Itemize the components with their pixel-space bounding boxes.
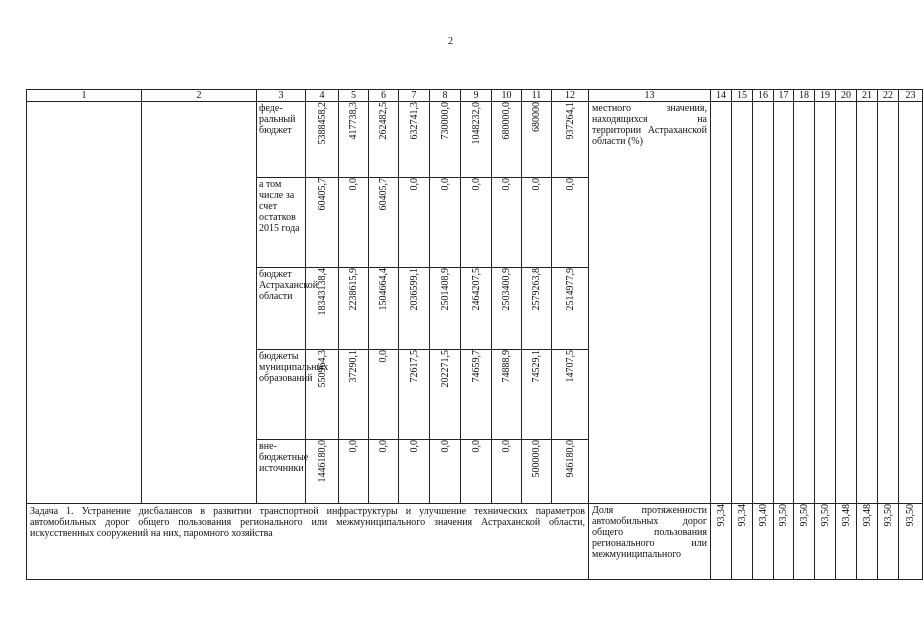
amount-cell — [399, 440, 430, 504]
amount-cell — [492, 268, 522, 350]
amount-value: 0,0 — [348, 440, 359, 453]
target-cell — [899, 102, 923, 504]
header-cell: 18 — [794, 90, 815, 102]
header-cell: 12 — [552, 90, 589, 102]
header-cell: 20 — [836, 90, 857, 102]
amount-cell — [552, 350, 589, 440]
col1-cell — [27, 102, 142, 504]
amount-cell — [522, 440, 552, 504]
target-value-cell — [753, 504, 774, 580]
target-value-cell — [732, 504, 753, 580]
amount-cell — [461, 268, 492, 350]
source-label: а том числе за счет остатков 2015 года — [257, 178, 306, 268]
target-value: 93,34 — [715, 504, 727, 527]
amount-value: 72617,5 — [408, 350, 420, 383]
header-cell: 3 — [257, 90, 306, 102]
header-cell: 5 — [339, 90, 369, 102]
amount-value: 0,0 — [470, 440, 482, 453]
target-value: 93,50 — [778, 504, 789, 527]
amount-value: 550964,3 — [316, 350, 328, 388]
amount-value: 0,0 — [501, 440, 512, 453]
header-cell: 6 — [369, 90, 399, 102]
amount-value: 2514977,9 — [564, 268, 576, 311]
target-value: 93,48 — [840, 504, 852, 527]
amount-cell — [306, 178, 339, 268]
target-value-cell — [711, 504, 732, 580]
header-cell: 21 — [857, 90, 878, 102]
target-cell — [878, 102, 899, 504]
target-value: 93,50 — [798, 504, 810, 527]
amount-cell — [399, 178, 430, 268]
amount-cell — [461, 178, 492, 268]
amount-value: 2501408,9 — [439, 268, 451, 311]
amount-cell — [492, 102, 522, 178]
amount-value: 74529,1 — [531, 350, 542, 383]
target-value: 93,34 — [736, 504, 748, 527]
amount-cell — [339, 440, 369, 504]
amount-cell — [430, 350, 461, 440]
target-cell — [857, 102, 878, 504]
target-cell — [794, 102, 815, 504]
header-cell: 9 — [461, 90, 492, 102]
amount-cell — [369, 440, 399, 504]
amount-cell — [369, 102, 399, 178]
target-value: 93,48 — [861, 504, 873, 527]
amount-cell — [306, 440, 339, 504]
source-label: вне-бюджетные источники — [257, 440, 306, 504]
amount-value: 2238615,9 — [348, 268, 359, 311]
target-value: 93,40 — [757, 504, 769, 527]
task-text: Задача 1. Устранение дисбалансов в развитии транспортной инфраструктуры и улучшение технических параметров автомобильных дорог общего пользования регионального или межмуниципального значения Астраханской области, искусственных сооружений на них, паромного хозяйства — [27, 504, 589, 580]
header-cell: 23 — [899, 90, 923, 102]
amount-value: 0,0 — [439, 440, 451, 453]
header-cell: 22 — [878, 90, 899, 102]
amount-cell — [552, 440, 589, 504]
amount-value: 2579263,8 — [531, 268, 542, 311]
amount-cell — [339, 102, 369, 178]
amount-value: 500000,0 — [531, 440, 542, 478]
target-cell — [732, 102, 753, 504]
amount-cell — [306, 102, 339, 178]
header-cell: 11 — [522, 90, 552, 102]
amount-value: 0,0 — [531, 178, 542, 191]
amount-value: 0,0 — [408, 178, 420, 191]
target-value-cell — [899, 504, 923, 580]
header-cell: 10 — [492, 90, 522, 102]
target-cell — [753, 102, 774, 504]
amount-cell — [552, 178, 589, 268]
target-value-cell — [878, 504, 899, 580]
amount-cell — [369, 178, 399, 268]
amount-cell — [399, 102, 430, 178]
amount-cell — [369, 268, 399, 350]
source-row — [27, 102, 923, 178]
amount-value: 0,0 — [378, 440, 389, 453]
program-table — [26, 89, 923, 580]
indicator-cell: местного значения, находящихся на территории Астраханской области (%) — [589, 102, 711, 504]
amount-value: 5388458,2 — [316, 102, 328, 145]
amount-value: 946180,0 — [564, 440, 576, 478]
amount-cell — [339, 178, 369, 268]
header-cell: 13 — [589, 90, 711, 102]
amount-cell — [522, 102, 552, 178]
header-cell: 19 — [815, 90, 836, 102]
amount-value: 18343138,4 — [316, 268, 328, 316]
amount-value: 202271,5 — [439, 350, 451, 388]
amount-cell — [461, 102, 492, 178]
target-value: 93,50 — [882, 504, 894, 527]
header-cell: 8 — [430, 90, 461, 102]
source-label: бюджет Астраханской области — [257, 268, 306, 350]
target-cell — [774, 102, 794, 504]
amount-value: 2464207,5 — [470, 268, 482, 311]
amount-value: 0,0 — [439, 178, 451, 191]
amount-value: 0,0 — [501, 178, 512, 191]
target-value-cell — [815, 504, 836, 580]
amount-value: 0,0 — [564, 178, 576, 191]
amount-value: 60405,7 — [378, 178, 389, 211]
amount-value: 730000,0 — [439, 102, 451, 140]
task-row — [27, 504, 923, 580]
amount-value: 0,0 — [378, 350, 389, 363]
target-value-cell — [836, 504, 857, 580]
target-cell — [711, 102, 732, 504]
amount-cell — [461, 350, 492, 440]
amount-value: 2503400,9 — [501, 268, 512, 311]
amount-cell — [552, 268, 589, 350]
amount-value: 0,0 — [348, 178, 359, 191]
amount-value: 417738,3 — [348, 102, 359, 140]
amount-value: 0,0 — [470, 178, 482, 191]
amount-value: 2036599,1 — [408, 268, 420, 311]
indicator-cell: Доля протяженности автомобильных дорог общего пользования регионального или межмуниципального — [589, 504, 711, 580]
header-cell: 15 — [732, 90, 753, 102]
header-cell: 7 — [399, 90, 430, 102]
amount-value: 680000 — [531, 102, 542, 132]
amount-value: 37290,1 — [348, 350, 359, 383]
target-value: 93,50 — [905, 504, 916, 527]
target-value-cell — [857, 504, 878, 580]
amount-value: 937264,1 — [564, 102, 576, 140]
amount-cell — [461, 440, 492, 504]
amount-value: 74888,9 — [501, 350, 512, 383]
source-label: бюджеты муниципальных образований — [257, 350, 306, 440]
amount-value: 74659,7 — [470, 350, 482, 383]
amount-value: 1048232,0 — [470, 102, 482, 145]
amount-cell — [339, 268, 369, 350]
header-row — [27, 90, 923, 102]
col2-cell — [142, 102, 257, 504]
target-cell — [836, 102, 857, 504]
amount-cell — [430, 102, 461, 178]
amount-cell — [339, 350, 369, 440]
amount-cell — [492, 350, 522, 440]
amount-cell — [522, 268, 552, 350]
amount-cell — [369, 350, 399, 440]
target-value-cell — [794, 504, 815, 580]
page-number: 2 — [448, 36, 453, 47]
source-label: феде-ральный бюджет — [257, 102, 306, 178]
header-cell: 17 — [774, 90, 794, 102]
target-value: 93,50 — [819, 504, 831, 527]
amount-cell — [430, 440, 461, 504]
header-cell: 14 — [711, 90, 732, 102]
amount-cell — [430, 178, 461, 268]
amount-value: 680000,0 — [501, 102, 512, 140]
amount-value: 632741,3 — [408, 102, 420, 140]
amount-value: 60405,7 — [316, 178, 328, 211]
amount-cell — [399, 350, 430, 440]
header-cell: 2 — [142, 90, 257, 102]
target-value-cell — [774, 504, 794, 580]
amount-value: 1504664,4 — [378, 268, 389, 311]
amount-value: 0,0 — [408, 440, 420, 453]
amount-value: 14707,5 — [564, 350, 576, 383]
amount-cell — [430, 268, 461, 350]
amount-cell — [492, 178, 522, 268]
amount-value: 1446180,0 — [316, 440, 328, 483]
header-cell: 16 — [753, 90, 774, 102]
header-cell: 4 — [306, 90, 339, 102]
amount-cell — [522, 178, 552, 268]
amount-cell — [552, 102, 589, 178]
amount-cell — [492, 440, 522, 504]
amount-cell — [399, 268, 430, 350]
target-cell — [815, 102, 836, 504]
header-cell: 1 — [27, 90, 142, 102]
amount-value: 262482,5 — [378, 102, 389, 140]
amount-cell — [522, 350, 552, 440]
